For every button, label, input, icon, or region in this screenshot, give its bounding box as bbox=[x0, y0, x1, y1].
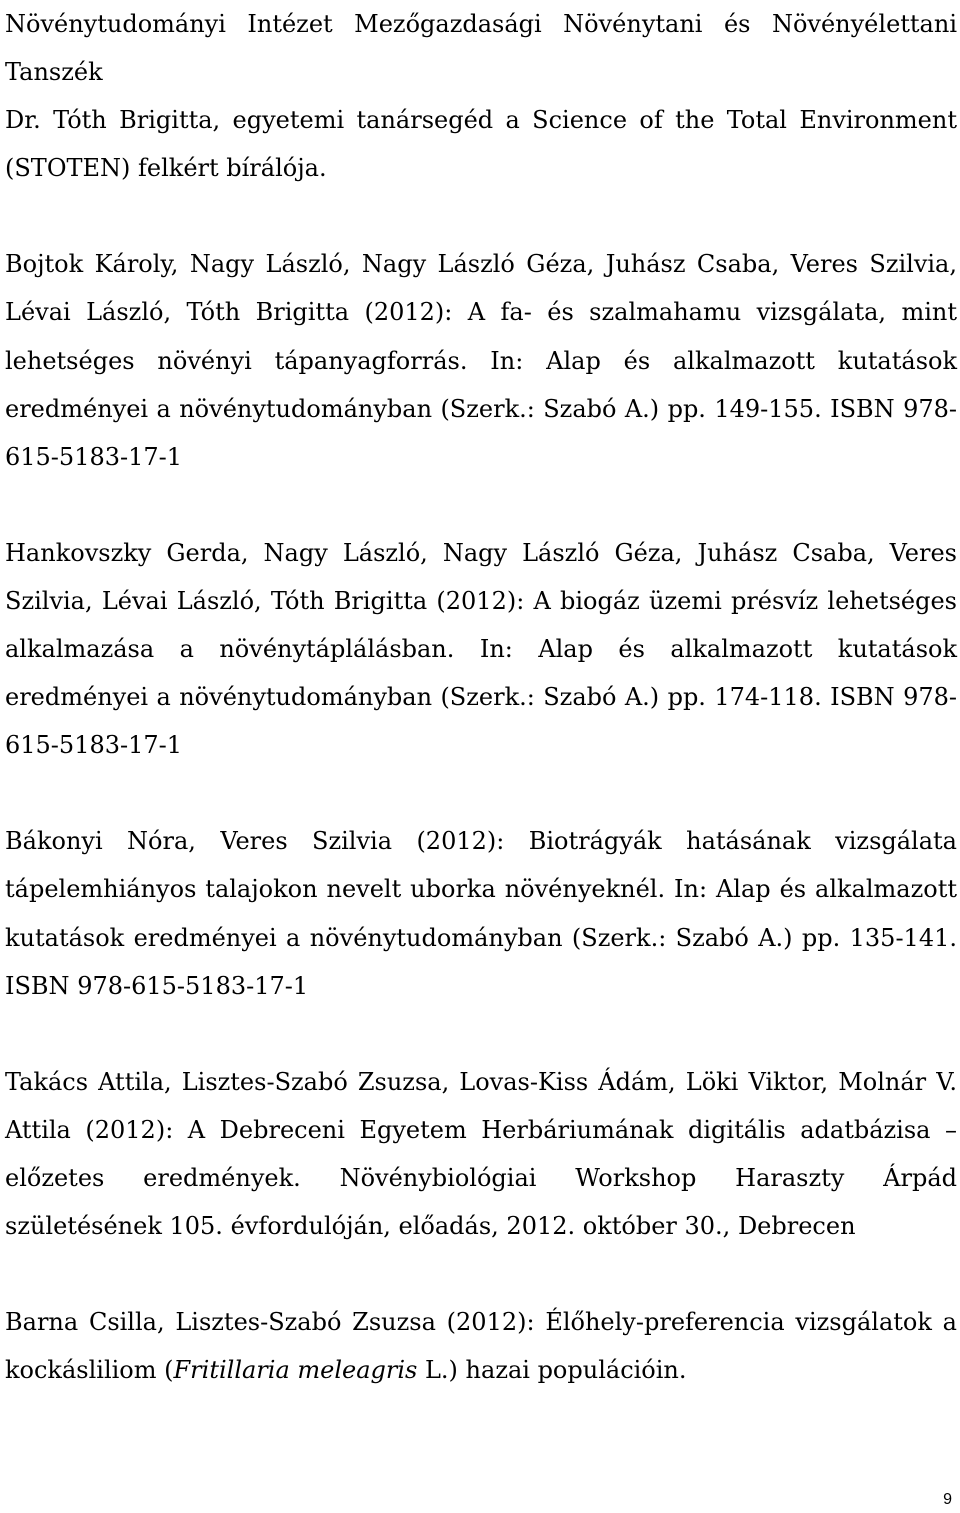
reference-text: Takács Attila, Lisztes-Szabó Zsuzsa, Lovas-Kiss Ádám, Löki Viktor, Molnár V. Attila (2012): A Debreceni Egyetem Herbáriumának digitális adatbázisa – előzetes eredmények. Növénybiológiai Workshop Haraszty Árpád születésének 105. évfordulóján, előadás, 2012. október 30., Debrecen bbox=[5, 1067, 957, 1240]
reference-bakonyi-2012 bbox=[5, 817, 957, 1009]
reference-text: Hankovszky Gerda, Nagy László, Nagy László Géza, Juhász Csaba, Veres Szilvia, Lévai László, Tóth Brigitta (2012): A biogáz üzemi présvíz lehetséges alkalmazása a növénytáplálásban. In: Alap és alkalmazott kutatások eredményei a növénytudományban (Szerk.: Szabó A.) pp. 174-118. ISBN 978-615-5183-17-1 bbox=[5, 538, 957, 760]
reference-text-end: L.) hazai populációin. bbox=[417, 1356, 687, 1385]
reference-text: Bákonyi Nóra, Veres Szilvia (2012): Biotrágyák hatásának vizsgálata tápelemhiányos talajokon nevelt uborka növényeknél. In: Alap és alkalmazott kutatások eredményei a növénytudományban (Szerk.: Szabó A.) pp. 135-141. ISBN 978-615-5183-17-1 bbox=[5, 827, 957, 1000]
reference-takacs-2012 bbox=[5, 1058, 957, 1250]
department-name: Növénytudományi Intézet Mezőgazdasági Növénytani és Növényélettani Tanszék Dr. Tóth Brigitta, egyetemi tanársegéd a Science of the Total Environment (STOTEN) felkért bírálója. bbox=[5, 10, 957, 183]
reference-bojtok-2012 bbox=[5, 240, 957, 480]
reference-barna-2012 bbox=[5, 1298, 957, 1394]
page-number: 9 bbox=[943, 1491, 952, 1508]
species-name: Fritillaria meleagris bbox=[173, 1356, 418, 1385]
reference-text: Bojtok Károly, Nagy László, Nagy László Géza, Juhász Csaba, Veres Szilvia, Lévai László, Tóth Brigitta (2012): A fa- és szalmahamu vizsgálata, mint lehetséges növényi tápanyagforrás. In: Alap és alkalmazott kutatások eredményei a növénytudományban (Szerk.: Szabó A.) pp. 149-155. ISBN 978-615-5183-17-1 bbox=[5, 250, 957, 471]
reference-text-start: Barna Csilla, Lisztes-Szabó Zsuzsa (2012): Élőhely-preferencia vizsgálatok a kockásliliom ( bbox=[5, 1308, 957, 1385]
document-body bbox=[5, 0, 957, 1394]
paragraph-department-reviewer bbox=[5, 0, 957, 192]
reference-hankovszky-2012 bbox=[5, 529, 957, 769]
